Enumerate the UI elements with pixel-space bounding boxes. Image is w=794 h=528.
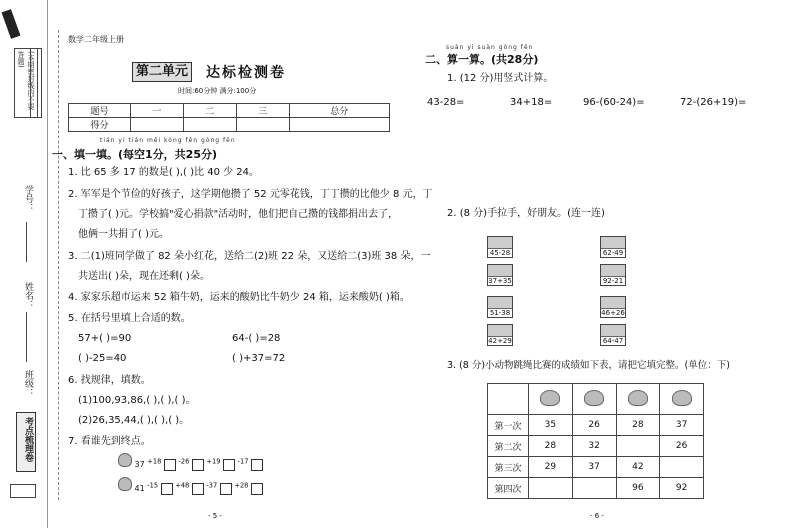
jump-table [487, 383, 704, 499]
pattern-1: (1)100,93,86,( ),( ),( )。 [78, 395, 196, 406]
table-cell: 题号 [69, 104, 131, 118]
animal-icon [488, 297, 512, 309]
answer-box[interactable] [192, 483, 204, 495]
table-cell: 32 [572, 436, 616, 457]
table-cell: 37 [660, 415, 704, 436]
table-cell: 26 [572, 415, 616, 436]
chain-op: -15 [147, 481, 159, 490]
answer-box[interactable] [192, 459, 204, 471]
question-5: 5. 在括号里填上合适的数。 [68, 313, 191, 324]
match-card[interactable] [600, 296, 626, 318]
answer-box[interactable] [161, 483, 173, 495]
row-label: 第二次 [488, 436, 529, 457]
time-info: 时间:60分钟 满分:100分 [178, 87, 257, 95]
section-title: 二、算一算。(共28分) [425, 53, 539, 66]
score-cell[interactable] [131, 118, 184, 132]
score-cell[interactable] [289, 118, 389, 132]
rabbit-icon [672, 390, 692, 406]
table-row [488, 415, 704, 436]
match-card[interactable] [600, 324, 626, 346]
strip-label-name: 姓名： [23, 282, 33, 309]
page-number: - 5 - [208, 512, 222, 520]
row-label: 第三次 [488, 457, 529, 478]
question-4: 4. 家家乐超市运来 52 箱牛奶，运来的酸奶比牛奶少 24 箱，运来酸奶( )箱。 [68, 292, 410, 303]
rabbit-icon [118, 477, 132, 491]
question-2: 2. 军军是个节俭的好孩子，这学期他攒了 52 元零花钱，丁丁攒的比他少 8 元，丁 [68, 189, 433, 200]
number-chain [118, 477, 263, 495]
animal-icon [488, 265, 512, 277]
table-cell: 37 [572, 457, 616, 478]
unit-badge: 第二单元 [132, 62, 192, 82]
mouse-icon [584, 390, 604, 406]
question-7: 7. 看谁先到终点。 [68, 436, 151, 447]
table-cell: 26 [660, 436, 704, 457]
animal-icon [488, 237, 512, 249]
pencil-icon [2, 9, 21, 39]
strip-box [30, 48, 42, 118]
question-3: 3. (8 分)小动物跳绳比赛的成绩如下表，请把它填完整。(单位：下) [447, 360, 730, 371]
table-cell [529, 384, 573, 415]
chain-op: +18 [147, 457, 162, 466]
table-cell: 42 [616, 457, 660, 478]
table-cell: 92 [660, 478, 704, 499]
calc-item: 72-(26+19)= [680, 97, 747, 108]
pattern-2: (2)26,35,44,( ),( ),( )。 [78, 415, 190, 426]
match-card[interactable] [487, 296, 513, 318]
answer-box[interactable] [220, 483, 232, 495]
question-3-cont: 共送出( )朵，现在还剩( )朵。 [78, 271, 210, 282]
chain-op: +19 [206, 457, 221, 466]
answer-box[interactable] [251, 483, 263, 495]
table-row [488, 457, 704, 478]
animal-icon [601, 237, 625, 249]
animal-icon [601, 265, 625, 277]
strip-label-class: 班级： [23, 370, 33, 397]
card-label: 45-28 [489, 249, 511, 257]
table-row [69, 104, 390, 118]
fill-equation: ( )+37=72 [232, 353, 286, 364]
fill-equation: 64-( )=28 [232, 333, 281, 344]
table-cell: 29 [529, 457, 573, 478]
calc-item: 43-28= [427, 97, 465, 108]
answer-box[interactable] [223, 459, 235, 471]
answer-cell[interactable] [660, 457, 704, 478]
table-cell: 一 [131, 104, 184, 118]
card-label: 92-21 [602, 277, 624, 285]
chain-start: 41 [134, 484, 145, 493]
strip-label-id: 学号： [23, 185, 33, 212]
fill-equation: 57+( )=90 [78, 333, 132, 344]
animal-icon [601, 297, 625, 309]
answer-box[interactable] [164, 459, 176, 471]
page-title: 达标检测卷 [206, 65, 286, 81]
question-3: 3. 二(1)班同学做了 82 朵小红花，送给二(2)班 22 朵，又送给二(3)班 38 朵，一 [68, 251, 431, 262]
answer-cell[interactable] [529, 478, 573, 499]
match-card[interactable] [487, 324, 513, 346]
card-label: 46+26 [601, 309, 625, 317]
table-cell: 35 [529, 415, 573, 436]
chain-op: -17 [237, 457, 249, 466]
strip-line [26, 222, 27, 262]
table-row [488, 436, 704, 457]
binding-strip [0, 0, 48, 528]
card-label: 64-47 [602, 337, 624, 345]
table-cell: 28 [529, 436, 573, 457]
match-card[interactable] [600, 264, 626, 286]
chain-op: -37 [206, 481, 218, 490]
match-card[interactable] [600, 236, 626, 258]
calc-item: 96-(60-24)= [583, 97, 645, 108]
dog-icon [628, 390, 648, 406]
fill-equation: ( )-25=40 [78, 353, 127, 364]
answer-cell[interactable] [572, 478, 616, 499]
match-card[interactable] [487, 236, 513, 258]
animal-icon [488, 325, 512, 337]
question-1: 1. (12 分)用竖式计算。 [447, 73, 554, 84]
question-2-cont: 丁攒了( )元。学校搞"爱心捐款"活动时，他们把自己攒的钱都捐出去了， [78, 209, 399, 220]
card-label: 37+35 [488, 277, 512, 285]
row-label: 第四次 [488, 478, 529, 499]
question-1: 1. 比 65 多 17 的数是( ),( )比 40 少 24。 [68, 167, 260, 178]
row-label: 第一次 [488, 415, 529, 436]
barcode-icon [10, 484, 36, 498]
animal-icon [601, 325, 625, 337]
calc-item: 34+18= [510, 97, 553, 108]
question-2-cont: 他俩一共捐了( )元。 [78, 229, 169, 240]
table-cell [616, 384, 660, 415]
strip-title: 考点梳理卷 [16, 412, 36, 472]
table-row [488, 384, 704, 415]
strip-line [26, 312, 27, 362]
table-cell: 三 [236, 104, 289, 118]
squirrel-icon [118, 453, 132, 467]
match-card[interactable] [487, 264, 513, 286]
table-row [69, 118, 390, 132]
chain-op: -26 [178, 457, 190, 466]
chain-start: 37 [134, 460, 145, 469]
seal-line [58, 30, 59, 500]
question-6: 6. 找规律，填数。 [68, 375, 151, 386]
table-cell: 96 [616, 478, 660, 499]
number-chain [118, 453, 263, 471]
book-header: 数学二年级上册 [68, 35, 124, 44]
card-label: 42+29 [488, 337, 512, 345]
answer-box[interactable] [251, 459, 263, 471]
score-cell[interactable] [183, 118, 236, 132]
card-label: 51-38 [489, 309, 511, 317]
card-label: 62-49 [602, 249, 624, 257]
table-cell: 得分 [69, 118, 131, 132]
answer-cell[interactable] [616, 436, 660, 457]
score-cell[interactable] [236, 118, 289, 132]
table-cell [660, 384, 704, 415]
table-cell: 二 [183, 104, 236, 118]
score-table [68, 103, 390, 132]
chain-op: +48 [175, 481, 190, 490]
question-2: 2. (8 分)手拉手，好朋友。(连一连) [447, 208, 605, 219]
strip-note: (本期密封线内不要答题) [14, 48, 38, 118]
table-cell: 总分 [289, 104, 389, 118]
chain-op: +28 [234, 481, 249, 490]
page-number: - 6 - [590, 512, 604, 520]
table-row [488, 478, 704, 499]
section-title: 一、填一填。(每空1分，共25分) [52, 148, 218, 161]
table-cell: 28 [616, 415, 660, 436]
monkey-icon [540, 390, 560, 406]
table-cell [572, 384, 616, 415]
table-cell [488, 384, 529, 415]
section-pinyin: suàn yi suàn gòng fēn [446, 44, 534, 51]
section-pinyin: tián yi tián měi kòng fēn gòng fēn [100, 137, 236, 144]
